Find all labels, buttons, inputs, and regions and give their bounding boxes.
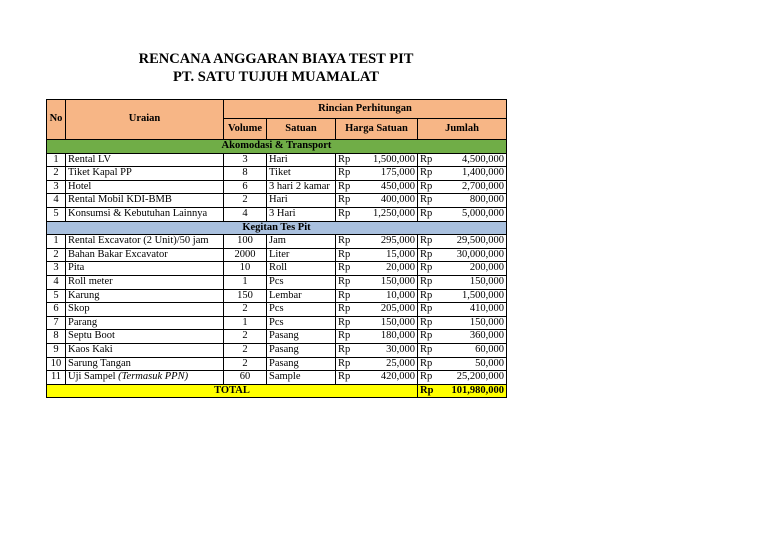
row-volume: 6 bbox=[224, 180, 267, 194]
row-unit-price: 20,000 bbox=[364, 262, 418, 276]
row-number: 2 bbox=[47, 167, 66, 181]
row-amount: 150,000 bbox=[438, 275, 507, 289]
row-unit-price: 30,000 bbox=[364, 343, 418, 357]
row-unit: Sample bbox=[267, 371, 336, 385]
row-unit-price: 420,000 bbox=[364, 371, 418, 385]
amount-currency: Rp bbox=[418, 180, 438, 194]
table-row bbox=[47, 303, 507, 317]
row-amount: 1,400,000 bbox=[438, 167, 507, 181]
row-volume: 2 bbox=[224, 357, 267, 371]
amount-currency: Rp bbox=[418, 357, 438, 371]
row-description bbox=[66, 371, 224, 385]
row-number: 8 bbox=[47, 330, 66, 344]
row-volume: 4 bbox=[224, 207, 267, 221]
description-text: Tiket Kapal PP bbox=[68, 167, 132, 179]
row-amount: 360,000 bbox=[438, 330, 507, 344]
row-description bbox=[66, 357, 224, 371]
row-description bbox=[66, 180, 224, 194]
table-row bbox=[47, 275, 507, 289]
row-unit: Hari bbox=[267, 153, 336, 167]
description-text: Rental Mobil KDI-BMB bbox=[68, 194, 172, 206]
row-unit-price: 1,500,000 bbox=[364, 153, 418, 167]
row-unit: Hari bbox=[267, 194, 336, 208]
header-harga-satuan: Harga Satuan bbox=[336, 119, 418, 140]
row-amount: 1,500,000 bbox=[438, 289, 507, 303]
row-volume: 2000 bbox=[224, 248, 267, 262]
row-description bbox=[66, 343, 224, 357]
row-unit: Pasang bbox=[267, 357, 336, 371]
description-text: Karung bbox=[68, 289, 100, 301]
row-unit: Pcs bbox=[267, 275, 336, 289]
price-currency: Rp bbox=[336, 167, 364, 181]
row-unit: 3 Hari bbox=[267, 207, 336, 221]
description-text: Bahan Bakar Excavator bbox=[68, 248, 168, 260]
row-unit-price: 180,000 bbox=[364, 330, 418, 344]
row-description bbox=[66, 167, 224, 181]
row-volume: 10 bbox=[224, 262, 267, 276]
price-currency: Rp bbox=[336, 316, 364, 330]
table-row bbox=[47, 343, 507, 357]
row-unit-price: 295,000 bbox=[364, 235, 418, 249]
table-row bbox=[47, 180, 507, 194]
row-volume: 1 bbox=[224, 316, 267, 330]
price-currency: Rp bbox=[336, 371, 364, 385]
row-amount: 800,000 bbox=[438, 194, 507, 208]
description-text: Parang bbox=[68, 316, 98, 328]
section-title: Kegitan Tes Pit bbox=[47, 221, 507, 235]
row-volume: 60 bbox=[224, 371, 267, 385]
table-body bbox=[47, 140, 507, 398]
row-number: 5 bbox=[47, 289, 66, 303]
row-number: 3 bbox=[47, 262, 66, 276]
table-row bbox=[47, 167, 507, 181]
table-row bbox=[47, 330, 507, 344]
row-description bbox=[66, 194, 224, 208]
price-currency: Rp bbox=[336, 180, 364, 194]
description-text: Sarung Tangan bbox=[68, 357, 131, 369]
row-amount: 410,000 bbox=[438, 303, 507, 317]
row-unit-price: 15,000 bbox=[364, 248, 418, 262]
price-currency: Rp bbox=[336, 194, 364, 208]
table-row bbox=[47, 289, 507, 303]
row-volume: 1 bbox=[224, 275, 267, 289]
amount-currency: Rp bbox=[418, 316, 438, 330]
row-amount: 4,500,000 bbox=[438, 153, 507, 167]
amount-currency: Rp bbox=[418, 167, 438, 181]
row-number: 6 bbox=[47, 303, 66, 317]
row-description bbox=[66, 330, 224, 344]
row-unit: Lembar bbox=[267, 289, 336, 303]
price-currency: Rp bbox=[336, 153, 364, 167]
price-currency: Rp bbox=[336, 303, 364, 317]
row-volume: 3 bbox=[224, 153, 267, 167]
row-volume: 2 bbox=[224, 343, 267, 357]
row-number: 3 bbox=[47, 180, 66, 194]
amount-currency: Rp bbox=[418, 194, 438, 208]
amount-currency: Rp bbox=[418, 153, 438, 167]
amount-currency: Rp bbox=[418, 248, 438, 262]
table-row bbox=[47, 194, 507, 208]
row-unit: 3 hari 2 kamar bbox=[267, 180, 336, 194]
description-text: Septu Boot bbox=[68, 330, 115, 342]
row-amount: 5,000,000 bbox=[438, 207, 507, 221]
total-amount: 101,980,000 bbox=[438, 384, 507, 398]
row-amount: 50,000 bbox=[438, 357, 507, 371]
row-description bbox=[66, 289, 224, 303]
price-currency: Rp bbox=[336, 207, 364, 221]
company-name: PT. SATU TUJUH MUAMALAT bbox=[173, 69, 379, 85]
row-description bbox=[66, 207, 224, 221]
row-unit-price: 25,000 bbox=[364, 357, 418, 371]
description-text: Rental Excavator (2 Unit)/50 jam bbox=[68, 235, 209, 247]
header-rincian: Rincian Perhitungan bbox=[224, 100, 507, 119]
table-row bbox=[47, 357, 507, 371]
amount-currency: Rp bbox=[418, 371, 438, 385]
row-description bbox=[66, 275, 224, 289]
document-title: RENCANA ANGGARAN BIAYA TEST PIT bbox=[138, 51, 414, 67]
amount-currency: Rp bbox=[418, 262, 438, 276]
row-unit: Pasang bbox=[267, 343, 336, 357]
row-description bbox=[66, 235, 224, 249]
row-unit: Pasang bbox=[267, 330, 336, 344]
amount-currency: Rp bbox=[418, 303, 438, 317]
row-amount: 29,500,000 bbox=[438, 235, 507, 249]
row-unit-price: 205,000 bbox=[364, 303, 418, 317]
row-unit-price: 450,000 bbox=[364, 180, 418, 194]
row-description bbox=[66, 303, 224, 317]
row-number: 4 bbox=[47, 194, 66, 208]
header-jumlah: Jumlah bbox=[418, 119, 507, 140]
amount-currency: Rp bbox=[418, 289, 438, 303]
row-unit: Pcs bbox=[267, 303, 336, 317]
row-description bbox=[66, 262, 224, 276]
row-amount: 60,000 bbox=[438, 343, 507, 357]
row-unit: Tiket bbox=[267, 167, 336, 181]
row-amount: 30,000,000 bbox=[438, 248, 507, 262]
row-volume: 2 bbox=[224, 330, 267, 344]
description-text: Konsumsi & Kebutuhan Lainnya bbox=[68, 207, 208, 219]
row-amount: 25,200,000 bbox=[438, 371, 507, 385]
description-text: Rental LV bbox=[68, 153, 112, 165]
row-number: 1 bbox=[47, 235, 66, 249]
price-currency: Rp bbox=[336, 330, 364, 344]
section-row bbox=[47, 140, 507, 154]
table-row bbox=[47, 262, 507, 276]
amount-currency: Rp bbox=[418, 343, 438, 357]
total-row bbox=[47, 384, 507, 398]
row-description bbox=[66, 248, 224, 262]
description-text: Roll meter bbox=[68, 275, 113, 287]
row-number: 5 bbox=[47, 207, 66, 221]
row-volume: 2 bbox=[224, 303, 267, 317]
row-number: 9 bbox=[47, 343, 66, 357]
section-title: Akomodasi & Transport bbox=[47, 140, 507, 154]
row-number: 1 bbox=[47, 153, 66, 167]
price-currency: Rp bbox=[336, 235, 364, 249]
header-no: No bbox=[47, 100, 66, 140]
price-currency: Rp bbox=[336, 262, 364, 276]
header-satuan: Satuan bbox=[267, 119, 336, 140]
amount-currency: Rp bbox=[418, 207, 438, 221]
row-unit-price: 150,000 bbox=[364, 316, 418, 330]
table-row bbox=[47, 316, 507, 330]
description-text: Kaos Kaki bbox=[68, 343, 113, 355]
table-row bbox=[47, 371, 507, 385]
row-number: 10 bbox=[47, 357, 66, 371]
row-description bbox=[66, 153, 224, 167]
table-row bbox=[47, 248, 507, 262]
description-note: (Termasuk PPN) bbox=[118, 371, 189, 383]
price-currency: Rp bbox=[336, 275, 364, 289]
table-row bbox=[47, 207, 507, 221]
row-description bbox=[66, 316, 224, 330]
total-currency: Rp bbox=[418, 384, 438, 398]
row-unit: Roll bbox=[267, 262, 336, 276]
amount-currency: Rp bbox=[418, 330, 438, 344]
description-text: Pita bbox=[68, 262, 85, 274]
row-unit: Jam bbox=[267, 235, 336, 249]
table-row bbox=[47, 153, 507, 167]
row-unit-price: 400,000 bbox=[364, 194, 418, 208]
row-volume: 100 bbox=[224, 235, 267, 249]
price-currency: Rp bbox=[336, 357, 364, 371]
total-label: TOTAL bbox=[47, 384, 418, 398]
row-volume: 2 bbox=[224, 194, 267, 208]
price-currency: Rp bbox=[336, 289, 364, 303]
price-currency: Rp bbox=[336, 248, 364, 262]
description-text: Uji Sampel bbox=[68, 371, 116, 383]
row-unit-price: 175,000 bbox=[364, 167, 418, 181]
header-volume: Volume bbox=[224, 119, 267, 140]
row-amount: 150,000 bbox=[438, 316, 507, 330]
row-amount: 2,700,000 bbox=[438, 180, 507, 194]
description-text: Skop bbox=[68, 303, 90, 315]
price-currency: Rp bbox=[336, 343, 364, 357]
row-amount: 200,000 bbox=[438, 262, 507, 276]
row-unit: Pcs bbox=[267, 316, 336, 330]
row-unit-price: 150,000 bbox=[364, 275, 418, 289]
header-uraian: Uraian bbox=[66, 100, 224, 140]
section-row bbox=[47, 221, 507, 235]
row-unit-price: 10,000 bbox=[364, 289, 418, 303]
row-number: 11 bbox=[47, 371, 66, 385]
row-number: 7 bbox=[47, 316, 66, 330]
row-unit-price: 1,250,000 bbox=[364, 207, 418, 221]
table-row bbox=[47, 235, 507, 249]
amount-currency: Rp bbox=[418, 235, 438, 249]
amount-currency: Rp bbox=[418, 275, 438, 289]
row-volume: 8 bbox=[224, 167, 267, 181]
row-unit: Liter bbox=[267, 248, 336, 262]
description-text: Hotel bbox=[68, 180, 92, 192]
budget-table bbox=[46, 99, 507, 398]
row-number: 2 bbox=[47, 248, 66, 262]
row-volume: 150 bbox=[224, 289, 267, 303]
row-number: 4 bbox=[47, 275, 66, 289]
